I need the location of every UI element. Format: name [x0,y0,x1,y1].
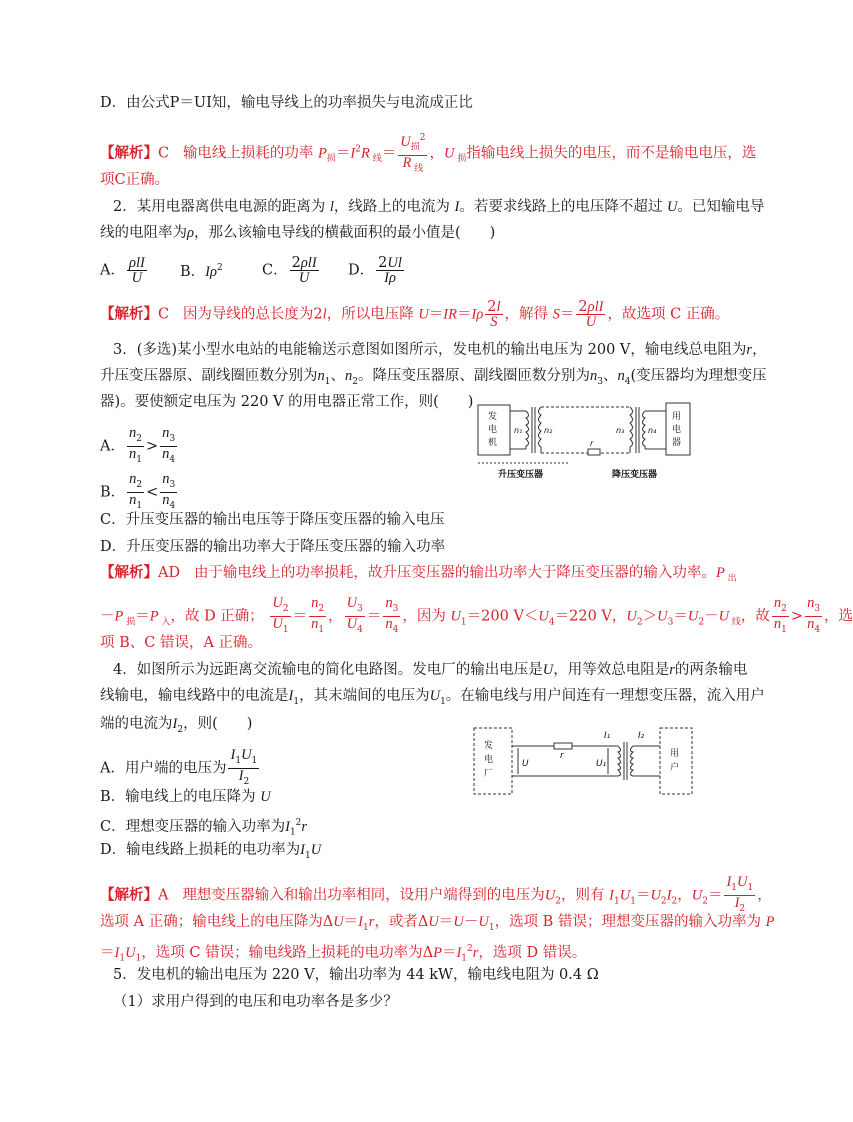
svg-text:降压变压器: 降压变压器 [612,470,658,480]
q4-option-c: C．理想变压器的输入功率为$I_1^2r$ [100,818,308,838]
svg-text:r: r [590,439,594,448]
q2-option-b: B．$I\rho^2$ [180,263,223,280]
q4-option-d: D．输电线路上损耗的电功率为$I_1U$ [100,842,322,861]
q3-stem-line2: 升压变压器原、副线圈匝数分别为$n_1$、$n_2$。降压变压器原、副线圈匝数分别为$n_3$、$n_4$(变压器均为理想变压 [100,368,767,387]
svg-text:n₄: n₄ [648,426,657,435]
q3-transmission-diagram [470,397,700,483]
q1-option-d: D．由公式P＝UI知，输电导线上的功率损失与电流成正比 [100,95,473,111]
q4-analysis-cont: 选项 A 正确；输电线上的电压降为$\Delta U=I_1r$，或者$\Delta U=U-U_1$，选项 B 错误；理想变压器的输入功率为 P [100,914,775,933]
q2-stem-line2: 线的电阻率为ρ，那么该输电导线的横截面积的最小值是( ) [100,225,496,241]
q5-stem: 5．发电机的输出电压为 220 V，输出功率为 44 kW，输电线电阻为 0.4 Ω [113,967,599,983]
q2-analysis: 【解析】C 因为导线的总长度为2l，所以电压降 U＝IR＝Iρ $\frac{2l}{S}$ ，解得 S＝ 2ρlI U ，故选项 C 正确。 [100,299,730,330]
q4-stem-line1: 4．如图所示为远距离交流输电的简化电路图。发电厂的输出电压是U，用等效总电阻是r的两条输电 [113,662,748,678]
q3-option-c: C．升压变压器的输出电压等于降压变压器的输入电压 [100,512,445,528]
svg-text:U: U [522,759,529,769]
svg-text:器: 器 [672,438,682,448]
svg-text:发: 发 [488,412,498,422]
q4-stem-line2: 线输电，输电线路中的电流是$I_1$，其末端间的电压为$U_1$。在输电线与用户间连有一理想变压器，流入用户 [100,688,765,707]
svg-text:n₃: n₃ [616,426,625,435]
svg-text:r: r [560,751,564,761]
svg-text:I₂: I₂ [638,731,645,741]
svg-text:U₁: U₁ [596,759,607,769]
q3-analysis: 【解析】AD 由于输电线上的功率损耗，故升压变压器的输出功率大于降压变压器的输入功率。P $_出$ [100,564,737,584]
q2-option-a: A． ρlI U [100,255,145,286]
user-box [660,728,692,794]
svg-text:电: 电 [484,755,494,765]
q2-option-c: C． 2ρlI U [262,255,317,286]
svg-text:发: 发 [484,741,494,751]
q3-analysis-end: 项 B、C 错误，A 正确。 [100,635,263,651]
q4-stem-line3: 端的电流为$I_2$，则( ) [100,716,253,735]
svg-text:n₂: n₂ [544,426,553,435]
svg-text:用: 用 [672,412,682,422]
svg-text:户: 户 [670,763,680,773]
svg-text:升压变压器: 升压变压器 [498,470,544,480]
svg-text:用: 用 [670,749,680,759]
q4-option-a: A．用户端的电压为 $\frac{I_1U_1}{I_2}$ [100,747,258,787]
svg-text:n₁: n₁ [514,426,523,435]
svg-text:机: 机 [488,438,498,448]
q3-option-a: A． $\frac{n_2}{n_1}$ > $\frac{n_3}{n_4}$ [100,425,176,465]
svg-text:厂: 厂 [484,769,494,779]
q3-stem-line3: 器)。要使额定电压为 220 V 的用电器正常工作，则( ) [100,394,474,410]
svg-text:I₁: I₁ [604,731,611,741]
q3-analysis-cont: －P $_损$＝P $_入$，故 D 正确； $\frac{U_2}{U_1}$ ＝ $\frac{n_2}{n_1}$ ， $\frac{U_3}{U_4}$ ＝ $\frac{n_3}{n_4}$ ，因为 $U_1=200$ $V<U_4=220$ V，$U_2>U_3=U_2-U$ $_线$，故 $\frac{n_2}{n_1}$ > $\frac{n_3}{n_4}$ ，选 [100,595,853,635]
resistor-r [554,743,572,749]
q2-stem-line1: 2．某用电器离供电电源的距离为 l，线路上的电流为 I。若要求线路上的电压降不超过 U。已知输电导 [113,199,765,215]
svg-text:电: 电 [488,425,498,435]
q4-option-b: B．输电线上的电压降为 U [100,789,271,805]
line-resistor [588,449,600,455]
q3-option-b: B． $\frac{n_2}{n_1}$ < $\frac{n_3}{n_4}$ [100,471,176,511]
analysis-tag: 【解析】 [100,144,158,162]
q4-analysis: 【解析】A 理想变压器输入和输出功率相同，设用户端得到的电压为$U_2$，则有 $I_1U_1=U_2I_2$，$U_2=$ $\frac{I_1U_1}{I_2}$ ， [100,874,772,914]
q5-subquestion-1: （1）求用户得到的电压和电功率各是多少？ [113,994,398,1010]
q1-analysis-cont: 项C正确。 [100,172,170,188]
svg-text:电: 电 [672,425,682,435]
q4-circuit-diagram [472,724,696,798]
q3-stem-line1: 3．(多选)某小型水电站的电能输送示意图如图所示，发电机的输出电压为 200 V，输电线总电阻为r， [113,342,767,358]
q2-option-d: D． $\frac{2Ul}{I\rho}$ [348,255,402,286]
q3-option-d: D．升压变压器的输出功率大于降压变压器的输入功率 [100,539,446,555]
q4-analysis-end: $=I_1U_1$，选项 C 错误；输电线路上损耗的电功率为$\Delta P=I_1^2r$，选项 D 错误。 [100,944,587,964]
q1-analysis: 【解析】C 输电线上损耗的功率 $P_损=I^2R$ $_线$＝ $U_损^2$ R $_线$ ，U $_损$指输电线上损失的电压，而不是输电电压，选 [100,133,757,174]
